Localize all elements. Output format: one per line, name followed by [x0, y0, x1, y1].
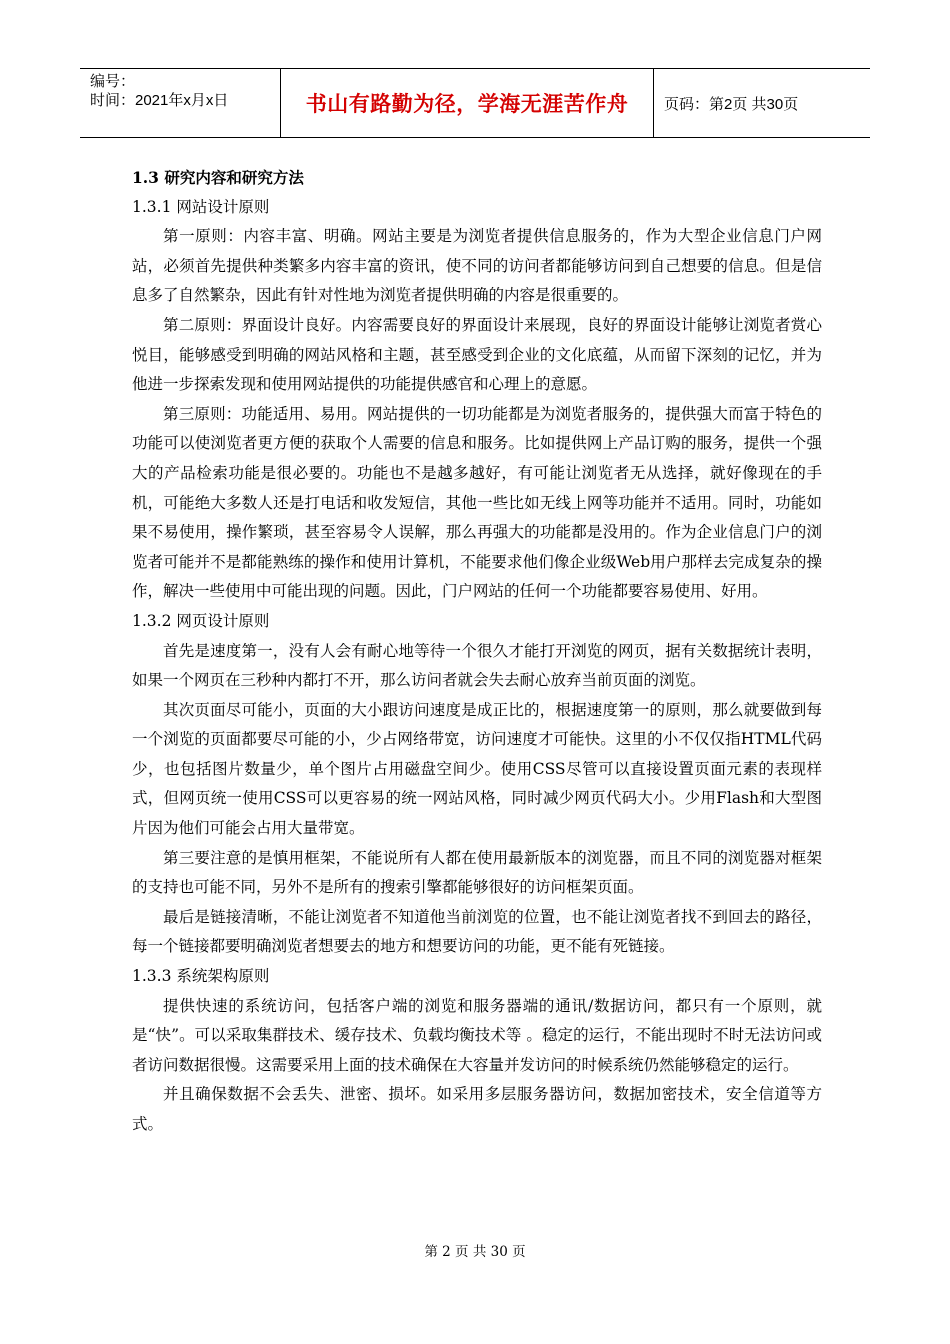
- document-number-label: 编号：: [90, 73, 136, 90]
- paragraph: 最后是链接清晰，不能让浏览者不知道他当前浏览的位置，也不能让浏览者找不到回去的路径，每一个链接都要明确浏览者想要去的地方和想要访问的功能，更不能有死链接。: [132, 907, 822, 956]
- header-motto: 书山有路勤为径，学海无涯苦作舟: [305, 92, 629, 116]
- document-date-label: 时间：2021年x月x日: [90, 92, 229, 109]
- header-meta-cell: [80, 69, 281, 137]
- page-footer: 第 2 页 共 30 页: [424, 1244, 526, 1260]
- header-motto-cell: [281, 69, 654, 137]
- subsection-heading-1: 1.3.1 网站设计原则: [132, 197, 270, 216]
- paragraph: 第二原则：界面设计良好。内容需要良好的界面设计来展现，良好的界面设计能够让浏览者赏心悦目，能够感受到明确的网站风格和主题，甚至感受到企业的文化底蕴，从而留下深刻的记忆，并为他进一步探索发现和使用网站提供的功能提供感官和心理上的意愿。: [132, 315, 822, 394]
- paragraph: 并且确保数据不会丢失、泄密、损坏。如采用多层服务器访问，数据加密技术，安全信道等方式。: [132, 1085, 822, 1133]
- paragraph: 第一原则：内容丰富、明确。网站主要是为浏览者提供信息服务的，作为大型企业信息门户网站，必须首先提供种类繁多内容丰富的资讯，使不同的访问者都能够访问到自己想要的信息。但是信息多了自然繁杂，因此有针对性地为浏览者提供明确的内容是很重要的。: [132, 227, 822, 305]
- paragraph: 提供快速的系统访问，包括客户端的浏览和服务器端的通讯/数据访问，都只有一个原则，就是“快”。可以采取集群技术、缓存技术、负载均衡技术等 。稳定的运行，不能出现时不时无法访问或者访问数据很慢。这需要采用上面的技术确保在大容量并发访问的时候系统仍然能够稳定的运行。: [132, 996, 822, 1074]
- paragraph: 第三要注意的是慎用框架，不能说所有人都在使用最新版本的浏览器，而且不同的浏览器对框架的支持也可能不同，另外不是所有的搜索引擎都能够很好的访问框架页面。: [132, 848, 822, 897]
- subsection-heading-2: 1.3.2 网页设计原则: [132, 611, 270, 630]
- document-body: [132, 163, 822, 1140]
- section-heading: 1.3 研究内容和研究方法: [132, 168, 304, 187]
- subsection-heading-3: 1.3.3 系统架构原则: [132, 967, 270, 986]
- paragraph: 第三原则：功能适用、易用。网站提供的一切功能都是为浏览者服务的，提供强大而富于特色的功能可以使浏览者更方便的获取个人需要的信息和服务。比如提供网上产品订购的服务，提供一个强大的产品检索功能是很必要的。功能也不是越多越好，有可能让浏览者无从选择，就好像现在的手机，可能绝大多数人还是打电话和收发短信，其他一些比如无线上网等功能并不适用。同时，功能如果不易使用，操作繁琐，甚至容易令人误解，那么再强大的功能都是没用的。作为企业信息门户的浏览者可能并不是都能熟练的操作和使用计算机，不能要求他们像企业级Web用户那样去完成复杂的操作，解决一些使用中可能出现的问题。因此，门户网站的任何一个功能都要容易使用、好用。: [132, 404, 822, 601]
- paragraph: 其次页面尽可能小，页面的大小跟访问速度是成正比的，根据速度第一的原则，那么就要做到每一个浏览的页面都要尽可能的小，少占网络带宽，访问速度才可能快。这里的小不仅仅指HTML代码少，也包括图片数量少，单个图片占用磁盘空间少。使用CSS尽管可以直接设置页面元素的表现样式，但网页统一使用CSS可以更容易的统一网站风格，同时减少网页代码大小。少用Flash和大型图片因为他们可能会占用大量带宽。: [132, 700, 822, 838]
- paragraph: 首先是速度第一，没有人会有耐心地等待一个很久才能打开浏览的网页，据有关数据统计表明，如果一个网页在三秒种内都打不开，那么访问者就会失去耐心放弃当前页面的浏览。: [132, 641, 822, 690]
- header-page-cell: [654, 69, 870, 137]
- header-page-info: 页码：第2页 共30页: [664, 95, 799, 113]
- page-header: [80, 68, 870, 138]
